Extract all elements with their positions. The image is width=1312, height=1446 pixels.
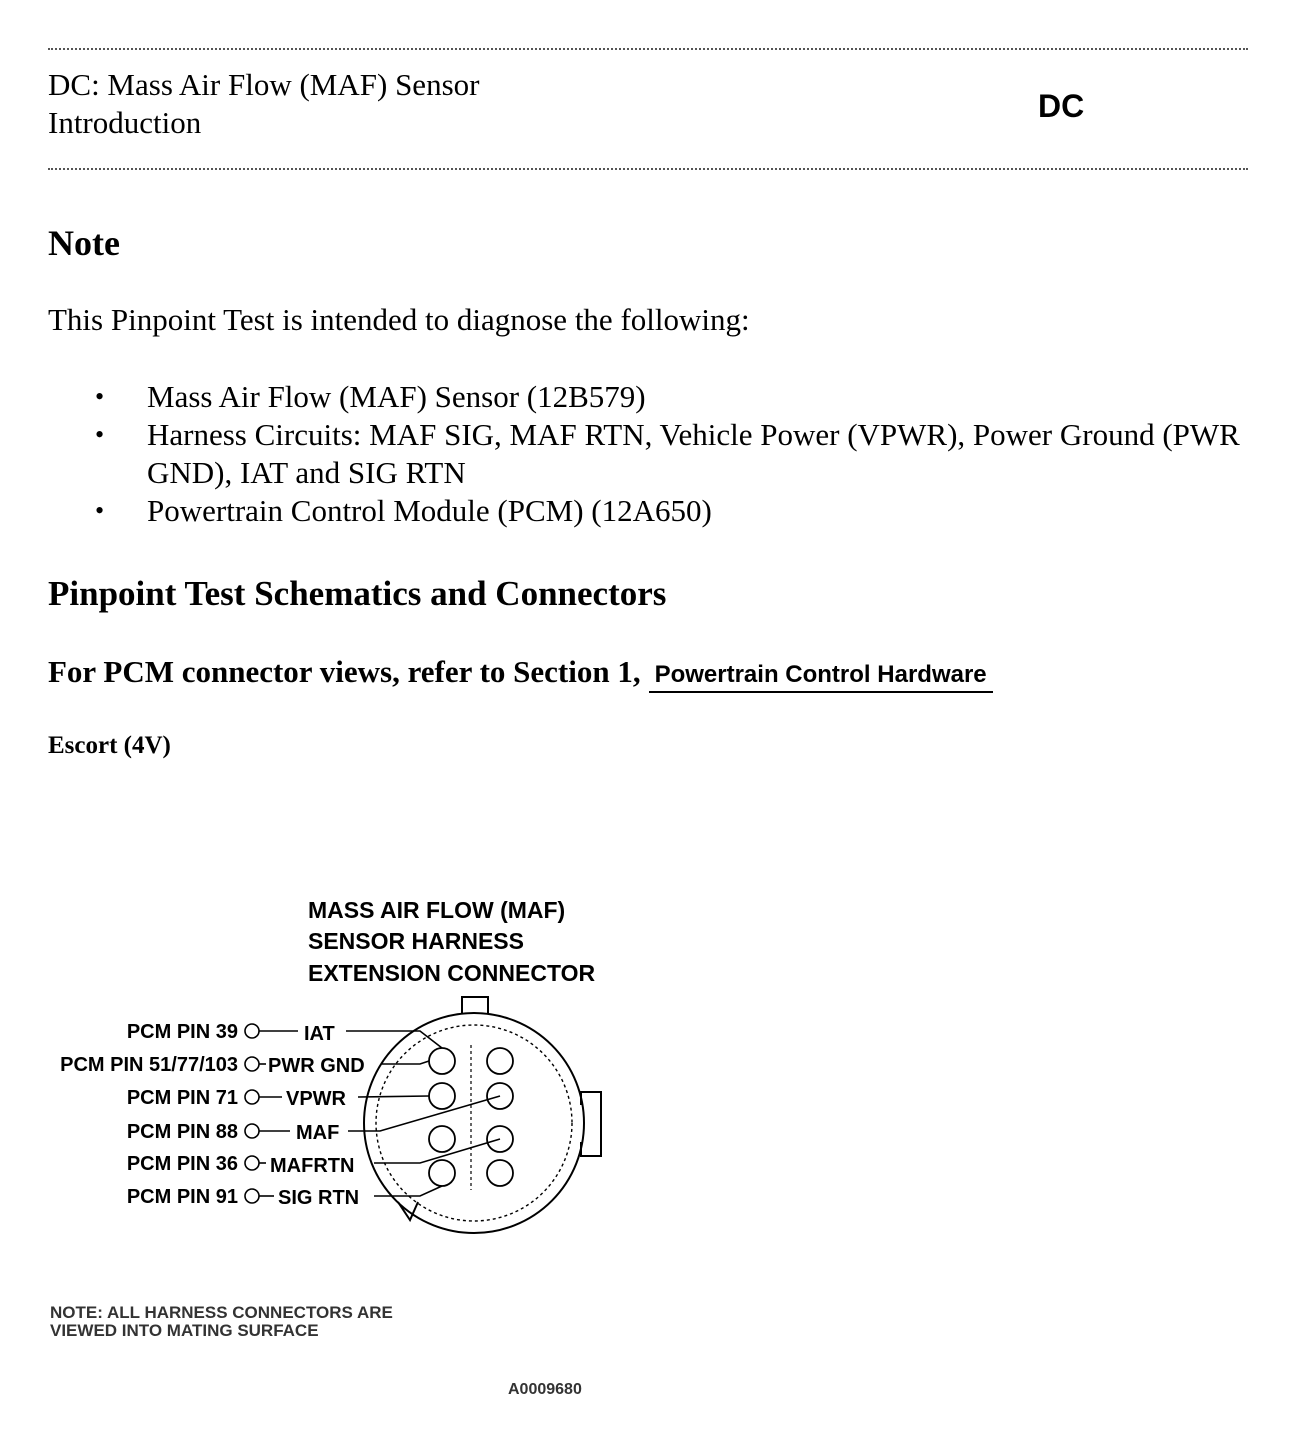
intro-text: This Pinpoint Test is intended to diagnose the following:: [48, 302, 750, 337]
circuit-label: SIG RTN: [278, 1187, 360, 1209]
circuit-labels: [268, 1023, 365, 1209]
maf-connector-diagram: [0, 880, 700, 1410]
note-heading: Note: [48, 223, 120, 263]
list-item: [95, 416, 1255, 492]
section-heading: Pinpoint Test Schematics and Connectors: [48, 574, 667, 613]
list-item-text: Harness Circuits: MAF SIG, MAF RTN, Vehicle Power (VPWR), Power Ground (PWR GND), IAT and SIG RTN: [147, 417, 1240, 490]
bullet-icon: •: [95, 496, 105, 525]
pin-markers: [245, 1024, 259, 1203]
terminal-8: [487, 1160, 513, 1186]
header-title-line2: Introduction: [48, 105, 202, 140]
diagram-title-line1: MASS AIR FLOW (MAF): [308, 897, 566, 923]
pcm-pin-label: PCM PIN 91: [126, 1186, 238, 1208]
terminal-3: [429, 1126, 455, 1152]
diagram-title-line2: SENSOR HARNESS: [308, 928, 524, 954]
circuit-label: VPWR: [286, 1088, 346, 1110]
list-item-text: Mass Air Flow (MAF) Sensor (12B579): [147, 379, 646, 414]
pcm-pin-label: PCM PIN 71: [126, 1087, 238, 1109]
connector-body: [364, 997, 601, 1233]
bullet-icon: •: [95, 420, 105, 449]
diagram-note-line2: VIEWED INTO MATING SURFACE: [50, 1321, 319, 1340]
header-title-line1: DC: Mass Air Flow (MAF) Sensor: [48, 67, 480, 102]
pcm-pin-label: PCM PIN 51/77/103: [60, 1054, 238, 1076]
terminal-2: [429, 1083, 455, 1109]
pcm-pin-label: PCM PIN 39: [126, 1021, 238, 1043]
pcm-pin-label: PCM PIN 88: [126, 1121, 238, 1143]
terminal-1: [429, 1048, 455, 1074]
header-top-rule: [48, 48, 1248, 50]
circuit-label: IAT: [304, 1023, 335, 1045]
model-label: Escort (4V): [48, 732, 171, 759]
powertrain-control-hardware-link[interactable]: Powertrain Control Hardware: [649, 661, 993, 693]
reference-text: For PCM connector views, refer to Section 1,: [48, 654, 641, 689]
header-title: [48, 66, 479, 142]
header-bottom-rule: [48, 168, 1248, 170]
list-item: [95, 378, 1255, 416]
diagram-note-line1: NOTE: ALL HARNESS CONNECTORS ARE: [50, 1303, 393, 1322]
list-item: [95, 492, 1255, 530]
circuit-label: PWR GND: [268, 1055, 365, 1077]
pcm-pin-label: PCM PIN 36: [126, 1153, 238, 1175]
terminal-4: [429, 1160, 455, 1186]
figure-id: A0009680: [508, 1381, 582, 1398]
diagram-title-line3: EXTENSION CONNECTOR: [308, 960, 596, 986]
reference-line: [48, 654, 993, 693]
circuit-label: MAF: [296, 1122, 340, 1144]
pcm-pin-labels: [60, 1021, 238, 1208]
list-item-text: Powertrain Control Module (PCM) (12A650): [147, 493, 712, 528]
diagnosis-list: [95, 378, 1255, 530]
header-code: DC: [1038, 88, 1085, 124]
circuit-label: MAFRTN: [270, 1155, 355, 1177]
terminal-5: [487, 1048, 513, 1074]
bullet-icon: •: [95, 382, 105, 411]
